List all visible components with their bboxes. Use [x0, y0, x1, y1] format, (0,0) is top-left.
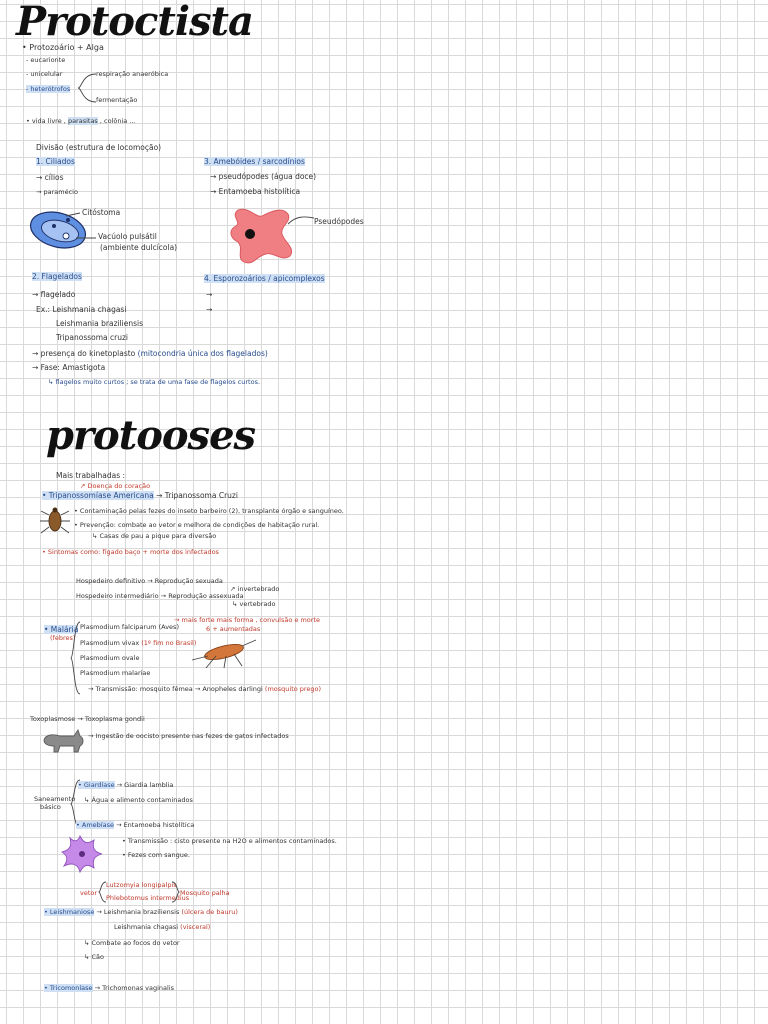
parasitas-label: parasitas — [67, 117, 98, 125]
toxo-ingestao: → Ingestão de oocisto presente nas fezes de gatos infectados — [88, 732, 289, 740]
contaminacao-text: • Contaminação pelas fezes do inseto barbeiro (2), transplante órgão e sanguíneo. — [74, 507, 344, 515]
phlebotomus-text: Phlebotomus intermedius — [106, 894, 190, 902]
p-vivax: Plasmodium vivax — [80, 639, 140, 647]
vetor-note: vetor — [80, 889, 98, 897]
flagelados-heading — [32, 273, 82, 282]
mais-trabalhadas: Mais trabalhadas : — [56, 471, 126, 480]
giardiase-line — [78, 782, 173, 789]
protooses-title: protooses — [46, 412, 256, 459]
toxoplasmose-text: Toxoplasmose → Toxoplasma gondii — [30, 715, 145, 723]
branch-brace — [76, 72, 98, 104]
saneamento-2: básico — [40, 803, 61, 811]
p-vivax-note: (1º fim no Brasil) — [141, 639, 197, 647]
flagelado-text: → flagelado — [32, 290, 76, 299]
tripanossoma-text: Tripanossoma cruzi — [56, 333, 129, 342]
ciliados-heading — [36, 158, 75, 167]
doenca-coracao-note: ↗ Doença do coração — [80, 482, 151, 490]
leish-line — [44, 909, 238, 916]
heterotrofo-text — [26, 86, 70, 93]
esporozoarios-heading — [204, 275, 325, 284]
protozoa-alga: • Protozoário + Alga — [22, 43, 104, 52]
tripano-agent: → Tripanossoma Cruzi — [156, 491, 238, 500]
p-falciparum-note: → mais forte mais forma , convulsão e morte — [174, 616, 320, 624]
leish-chagasi-note: (visceral) — [180, 923, 211, 931]
cao-text: ↳ Cão — [84, 953, 105, 961]
cat-illustration — [40, 726, 86, 754]
ciliados-label: 1. Ciliados — [36, 157, 75, 166]
kinetoplasto-line — [32, 350, 268, 359]
vida-label: • vida livre , — [26, 117, 66, 125]
trico-line — [44, 985, 174, 992]
casas-text: ↳ Casas de pau a pique para diversão — [92, 532, 217, 540]
page-title: Protoctista — [16, 0, 253, 45]
amebiase-line — [76, 822, 194, 829]
p-falciparum-note2: 6 + aumentadas — [206, 625, 261, 633]
malaria-label: • Malária — [44, 625, 79, 634]
citostoma-label: Citóstoma — [82, 208, 121, 217]
mosquito-illustration — [186, 638, 258, 670]
ameboides-heading — [204, 158, 305, 167]
fermentacao-text: fermentação — [96, 96, 138, 104]
leish-label: • Leishmaniose — [44, 908, 95, 916]
heterotrofo-label: - heterótrofos — [26, 85, 71, 93]
invertebrado-note: ↗ invertebrado — [230, 585, 280, 593]
fase-text: → Fase: Amastigota — [32, 363, 106, 372]
vacuolo-sub: (ambiente dulcícola) — [100, 243, 178, 252]
amebiase-transmissao: • Transmissão : cisto presente na H2O e alimentos contaminados. — [122, 837, 337, 845]
hosp-intermediario: Hospedeiro intermediário → Reprodução assexuada — [76, 592, 244, 600]
mosquito-palha-brace — [170, 880, 180, 904]
tripano-label: • Tripanossomíase Americana — [42, 491, 154, 500]
vida-line — [26, 118, 136, 125]
amebiase-fezes: • Fezes com sangue. — [122, 851, 190, 859]
vida-rest-label: , colônia ... — [99, 117, 136, 125]
barbeiro-illustration — [38, 505, 72, 537]
flagelados-label: 2. Flagelados — [32, 272, 82, 281]
mosquito-palha-note: Mosquito palha — [180, 889, 230, 897]
pseudopodes-text: → pseudópodes (água doce) — [210, 172, 317, 181]
p-malariae: Plasmodium malariae — [80, 669, 151, 677]
sintomas-text: • Sintomas como: fígado baço + morte dos infectados — [42, 548, 219, 556]
trico-label: • Tricomoníase — [44, 984, 93, 992]
prevencao-text: • Prevenção: combate ao vetor e melhora de condições de habitação rural. — [74, 521, 320, 529]
saneamento-1: Saneamento — [34, 795, 76, 803]
pseudopodes-label: Pseudópodes — [314, 217, 364, 226]
transmissao-line — [88, 686, 321, 693]
paramecio-text: → paramécio — [36, 188, 78, 196]
esporo-arrow-1: → — [206, 290, 213, 299]
vacuolo-label: Vacúolo pulsátil — [98, 232, 157, 241]
leish-agent-note: (úlcera de bauru) — [181, 908, 238, 916]
entamoeba-text: → Entamoeba histolítica — [210, 187, 301, 196]
flagelos-note: ↳ flagelos muito curtos ; se trata de uma fase de flagelos curtos. — [48, 378, 261, 386]
leish-braz-text: Leishmania braziliensis — [56, 319, 144, 328]
p-vivax-line — [80, 640, 196, 647]
p-falciparum: Plasmodium falciparum (Aves) — [80, 623, 179, 631]
eucariont-text: - eucarionte — [26, 56, 66, 64]
divisao-text: Divisão (estrutura de locomoção) — [36, 143, 162, 152]
amebiase-agent: → Entamoeba histolítica — [116, 821, 195, 829]
lutzomyia-text: Lutzomyia longipalpis — [106, 881, 177, 889]
mosquito-prego-note: (mosquito prego) — [264, 685, 322, 693]
pseudopodes-pointer — [286, 212, 316, 226]
tripano-line — [42, 492, 238, 501]
esporozoarios-label: 4. Esporozoários / apicomplexos — [204, 274, 325, 283]
purple-amoeba-illustration — [60, 834, 104, 874]
p-ovale: Plasmodium ovale — [80, 654, 140, 662]
leish-chagasi-text: Ex.: Leishmania chagasi — [36, 305, 127, 314]
resp-anaerobica-text: respiração anaeróbica — [96, 70, 169, 78]
combate-text: ↳ Combate ao focos do vetor — [84, 939, 180, 947]
vertebrado-note: ↳ vertebrado — [232, 600, 276, 608]
leish-chagasi: Leishmania chagasi — [114, 923, 179, 931]
agua-text: ↳ Água e alimento contaminados — [84, 796, 193, 804]
transmissao-text: → Transmissão: mosquito fêmea → Anopheles darlingi — [88, 685, 263, 693]
leish-chagasi-line — [114, 924, 210, 931]
unicelular-text: - unicelular — [26, 70, 63, 78]
mitocondria-label: (mitocondria única dos flagelados) — [137, 349, 268, 358]
leish-agent: → Leishmania braziliensis — [96, 908, 180, 916]
giardiase-label: • Giardíase — [78, 781, 115, 789]
malaria-sub: (febres) — [50, 634, 76, 642]
ameboides-label: 3. Amebóides / sarcodínios — [204, 157, 305, 166]
esporo-arrow-2: → — [206, 305, 213, 314]
giardiase-agent: → Giardia lamblia — [116, 781, 174, 789]
trico-agent: → Trichomonas vaginalis — [94, 984, 175, 992]
cilios-text: → cílios — [36, 173, 64, 182]
kinetoplasto-label: → presença do kinetoplasto — [32, 349, 136, 358]
amebiase-label: • Amebíase — [76, 821, 114, 829]
hosp-definitivo: Hospedeiro definitivo → Reprodução sexuada — [76, 577, 223, 585]
